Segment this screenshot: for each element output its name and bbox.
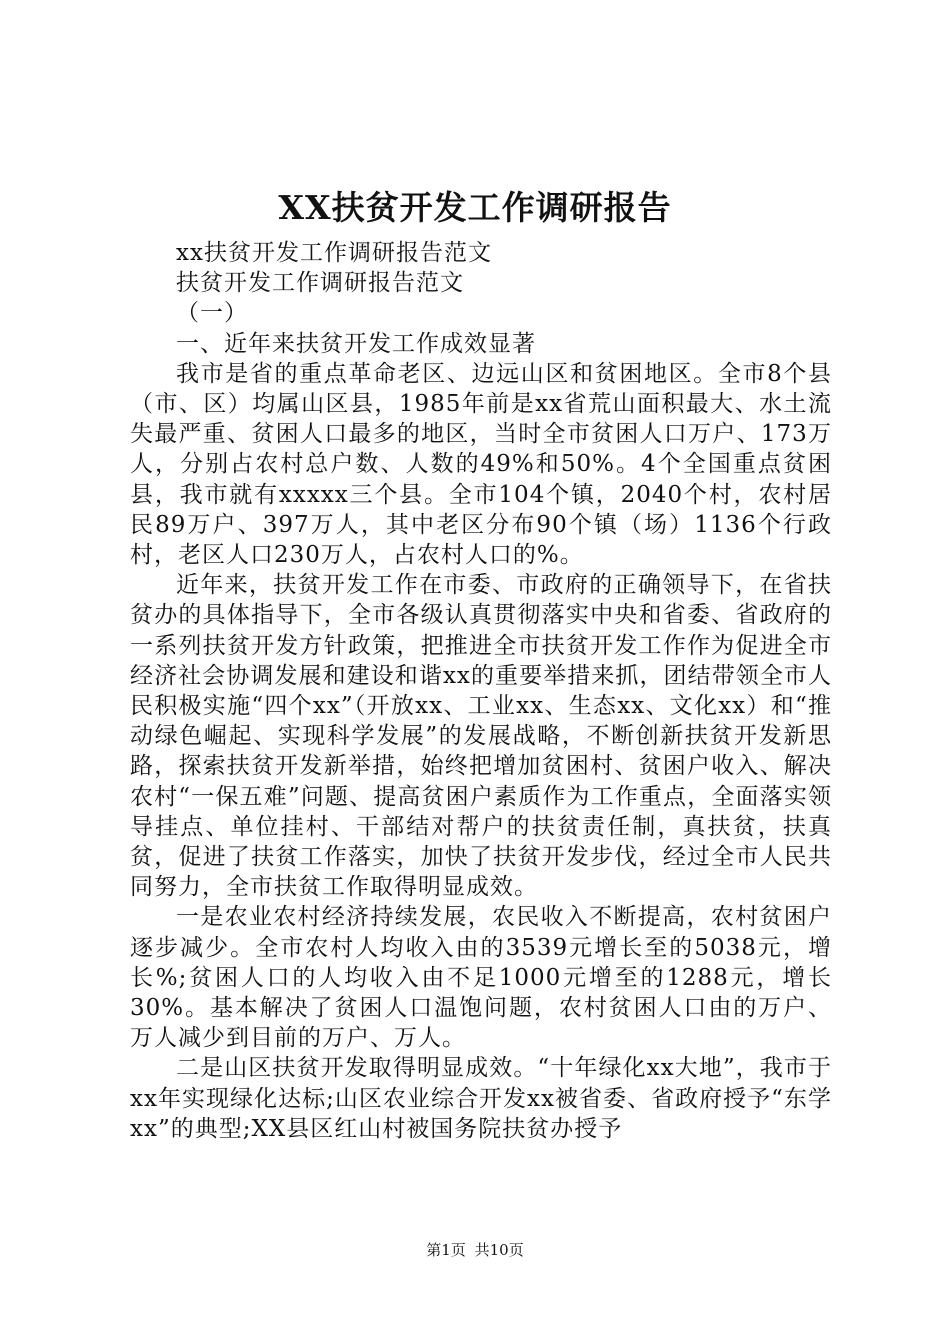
page-total: 共10页 — [474, 1241, 524, 1259]
paragraph-body: 近年来，扶贫开发工作在市委、市政府的正确领导下，在省扶贫办的具体指导下，全市各级认真贯彻落实中央和省委、省政府的一系列扶贫开发方针政策，把推进全市扶贫开发工作作为促进全市经济社会协调发展和建设和谐xx的重要举措来抓，团结带领全市人民积极实施“四个xx”（开放xx、工业xx、生态xx、文化xx）和“推动绿色崛起、实现科学发展”的发展战略，不断创新扶贫开发新思路，探索扶贫开发新举措，始终把增加贫困村、贫困户收入、解决农村“一保五难”问题、提高贫困户素质作为工作重点，全面落实领导挂点、单位挂村、干部结对帮户的扶贫责任制，真扶贫，扶真贫，促进了扶贫工作落实，加快了扶贫开发步伐，经过全市人民共同努力，全市扶贫工作取得明显成效。 — [130, 572, 832, 901]
page-number: 第1页 — [426, 1241, 466, 1259]
paragraph-section-heading: 一、近年来扶贫开发工作成效显著 — [176, 330, 536, 357]
paragraph-subtitle-2: 扶贫开发工作调研报告范文 — [176, 270, 464, 297]
document-title: XX扶贫开发工作调研报告 — [278, 188, 672, 227]
paragraph-body: 二是山区扶贫开发取得明显成效。“十年绿化xx大地”，我市于xx年实现绿化达标;山区农业综合开发xx被省委、省政府授予“东学xx”的典型;XX县区红山村被国务院扶贫办授予 — [130, 1055, 832, 1142]
document-body — [130, 238, 832, 1144]
page-footer — [0, 1240, 950, 1260]
paragraph-subtitle-1: xx扶贫开发工作调研报告范文 — [176, 240, 492, 266]
paragraph-body: 我市是省的重点革命老区、边远山区和贫困地区。全市8个县（市、区）均属山区县，1985年前是xx省荒山面积最大、水土流失最严重、贫困人口最多的地区，当时全市贫困人口万户、173万人，分别占农村总户数、人数的49%和50%。4个全国重点贫困县，我市就有xxxxx三个县。全市104个镇，2040个村，农村居民89万户、397万人，其中老区分布90个镇（场）1136个行政村，老区人口230万人，占农村人口的%。 — [130, 360, 832, 569]
paragraph-body: 一是农业农村经济持续发展，农民收入不断提高，农村贫困户逐步减少。全市农村人均收入由的3539元增长至的5038元，增长%;贫困人口的人均收入由不足1000元增至的1288元，增长30%。基本解决了贫困人口温饱问题，农村贫困人口由的万户、万人减少到目前的万户、万人。 — [130, 904, 832, 1052]
paragraph-section-number: （一） — [176, 300, 248, 327]
